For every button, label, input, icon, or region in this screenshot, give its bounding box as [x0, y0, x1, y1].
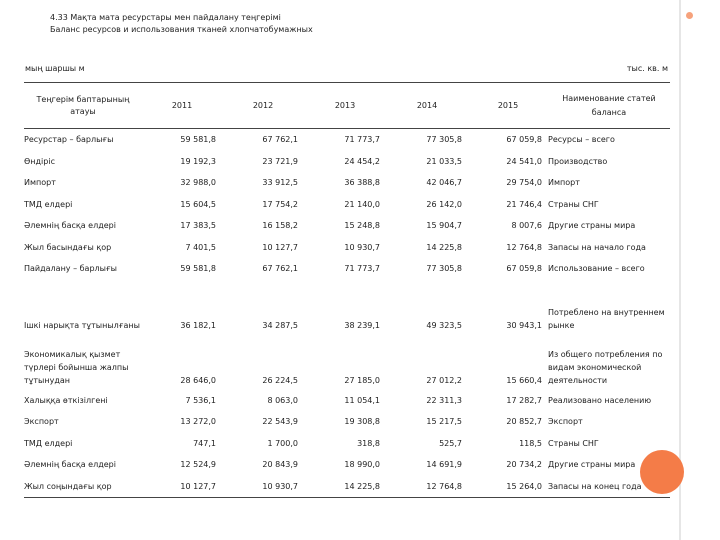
cell-value-2014: 12 764,8: [386, 476, 468, 498]
cell-value-2014: 14 225,8: [426, 242, 462, 252]
cell-value-2013: 24 454,2: [344, 156, 380, 166]
cell-value-2015: 17 282,7: [506, 395, 542, 405]
cell-value-2012: 1 700,0: [267, 438, 298, 448]
cell-value-2011: 13 272,0: [180, 417, 216, 427]
cell-value-2012: 10 930,7: [222, 476, 304, 498]
cell-value-2015: 12 764,8: [506, 242, 542, 252]
cell-value-2013: 27 185,0: [344, 375, 380, 385]
cell-value-2015: 21 746,4: [506, 199, 542, 209]
cell-value-2013: 71 773,7: [344, 135, 380, 145]
row-label-kz: Ішкі нарықта тұтынылғаны: [24, 320, 140, 330]
cell-value-2012: 22 543,9: [262, 417, 298, 427]
cell-value-2014: 15 217,5: [426, 417, 462, 427]
cell-value-2015: 20 734,2: [506, 460, 542, 470]
cell-value-2014: 77 305,8: [426, 135, 462, 145]
header-name-ru: Наименование статей баланса: [548, 83, 670, 129]
table-row: [24, 215, 670, 237]
cell-value-2011: 10 127,7: [142, 476, 222, 498]
cell-value-2011: 7 536,1: [185, 395, 216, 405]
cell-value-2015: 67 059,8: [506, 264, 542, 274]
decor-dot-small: [686, 12, 693, 19]
row-label-ru: Потреблено на внутреннем рынке: [548, 307, 665, 330]
cell-value-2015: 24 541,0: [506, 156, 542, 166]
cell-value-2011: 747,1: [193, 438, 216, 448]
cell-value-2013: 18 990,0: [344, 460, 380, 470]
cell-value-2012: 20 843,9: [262, 460, 298, 470]
cell-value-2011: 7 401,5: [185, 242, 216, 252]
cell-value-2014: 42 046,7: [426, 178, 462, 188]
unit-label-ru: тыс. кв. м: [626, 64, 668, 73]
header-year-2015: 2015: [468, 83, 548, 129]
cell-value-2012: 8 063,0: [267, 395, 298, 405]
cell-value-2011: 12 524,9: [180, 460, 216, 470]
table-row: [24, 172, 670, 194]
cell-value-2015: 67 059,8: [506, 135, 542, 145]
cell-value-2014: 77 305,8: [426, 264, 462, 274]
cell-value-2011: 28 646,0: [180, 375, 216, 385]
cell-value-2015: 20 852,7: [506, 417, 542, 427]
cell-value-2015: 15 264,0: [468, 476, 548, 498]
cell-value-2013: 10 930,7: [344, 242, 380, 252]
cell-value-2014: 525,7: [439, 438, 462, 448]
header-year-2013: 2013: [304, 83, 386, 129]
cell-value-2013: 21 140,0: [344, 199, 380, 209]
cell-value-2011: 17 383,5: [180, 221, 216, 231]
row-label-kz: Ресурстар – барлығы: [24, 135, 114, 145]
table-row: [24, 194, 670, 216]
cell-value-2012: 67 762,1: [262, 135, 298, 145]
cell-value-2013: 318,8: [357, 438, 380, 448]
table-row: [24, 129, 670, 151]
cell-value-2015: 8 007,6: [511, 221, 542, 231]
cell-value-2013: 38 239,1: [344, 320, 380, 330]
table-row: [24, 390, 670, 412]
cell-value-2012: 10 127,7: [262, 242, 298, 252]
cell-value-2015: 30 943,1: [506, 320, 542, 330]
cell-value-2015: 118,5: [519, 438, 542, 448]
cell-value-2012: 67 762,1: [262, 264, 298, 274]
table-row: [24, 151, 670, 173]
table-row: [24, 476, 670, 498]
balance-table: [24, 82, 670, 498]
cell-value-2013: 19 308,8: [344, 417, 380, 427]
cell-value-2012: 16 158,2: [262, 221, 298, 231]
cell-value-2012: 17 754,2: [262, 199, 298, 209]
row-label-kz: Импорт: [24, 178, 56, 188]
row-label-ru: Из общего потребления по видам экономической деятельности: [548, 349, 663, 385]
table-row: [24, 258, 670, 280]
cell-value-2014: 14 691,9: [426, 460, 462, 470]
unit-label-kz: мың шаршы м: [25, 64, 85, 73]
row-label-kz: Әлемнің басқа елдері: [24, 460, 116, 470]
row-label-ru: Использование – всего: [548, 264, 645, 274]
cell-value-2015: 29 754,0: [506, 178, 542, 188]
cell-value-2011: 36 182,1: [180, 320, 216, 330]
row-label-ru: Ресурсы – всего: [548, 135, 615, 145]
table-body: [24, 129, 670, 498]
row-label-ru: Запасы на конец года: [548, 476, 670, 498]
row-label-kz: Жыл соңындағы қор: [24, 476, 142, 498]
cell-value-2014: 27 012,2: [426, 375, 462, 385]
header-name-kz: Теңгерім баптарының атауы: [24, 83, 142, 129]
row-label-kz: Жыл басындағы қор: [24, 242, 112, 252]
row-label-kz: Халыққа өткізілгені: [24, 395, 108, 405]
header-year-2014: 2014: [386, 83, 468, 129]
cell-value-2014: 21 033,5: [426, 156, 462, 166]
cell-value-2011: 59 581,8: [180, 264, 216, 274]
cell-value-2013: 15 248,8: [344, 221, 380, 231]
header-year-2011: 2011: [142, 83, 222, 129]
cell-value-2015: 15 660,4: [506, 375, 542, 385]
cell-value-2013: 14 225,8: [304, 476, 386, 498]
cell-value-2011: 59 581,8: [180, 135, 216, 145]
header-year-2012: 2012: [222, 83, 304, 129]
row-label-kz: Экономикалық қызмет түрлері бойынша жалпы тұтынудан: [24, 349, 129, 385]
cell-value-2012: 26 224,5: [262, 375, 298, 385]
row-label-ru: Другие страны мира: [548, 221, 636, 231]
table-title-kz: 4.33 Мақта мата ресурстары мен пайдалану теңгерімі: [50, 13, 281, 22]
row-label-ru: Экспорт: [548, 417, 583, 427]
cell-value-2014: 49 323,5: [426, 320, 462, 330]
cell-value-2011: 15 604,5: [180, 199, 216, 209]
table-header-row: [24, 83, 670, 129]
row-label-ru: Страны СНГ: [548, 438, 599, 448]
row-label-kz: Пайдалану – барлығы: [24, 264, 117, 274]
cell-value-2011: 32 988,0: [180, 178, 216, 188]
row-label-ru: Импорт: [548, 178, 580, 188]
row-label-kz: Өндіріс: [24, 156, 55, 166]
cell-value-2013: 36 388,8: [344, 178, 380, 188]
cell-value-2014: 22 311,3: [426, 395, 462, 405]
row-label-ru: Производство: [548, 156, 608, 166]
table-row: [24, 237, 670, 259]
table-title-ru: Баланс ресурсов и использования тканей хлопчатобумажных: [50, 25, 313, 34]
row-label-kz: ТМД елдері: [24, 199, 73, 209]
row-label-kz: Экспорт: [24, 417, 59, 427]
cell-value-2011: 19 192,3: [180, 156, 216, 166]
row-label-ru: Реализовано населению: [548, 395, 652, 405]
cell-value-2014: 26 142,0: [426, 199, 462, 209]
row-label-kz: ТМД елдері: [24, 438, 73, 448]
cell-value-2012: 33 912,5: [262, 178, 298, 188]
table-row: [24, 411, 670, 433]
cell-value-2014: 15 904,7: [426, 221, 462, 231]
row-label-ru: Запасы на начало года: [548, 242, 646, 252]
row-label-kz: Әлемнің басқа елдері: [24, 221, 116, 231]
table-row: [24, 335, 670, 390]
table-row: [24, 454, 670, 476]
table-row: [24, 433, 670, 455]
cell-value-2013: 71 773,7: [344, 264, 380, 274]
cell-value-2012: 34 287,5: [262, 320, 298, 330]
table-row: [24, 280, 670, 335]
row-label-ru: Другие страны мира: [548, 460, 636, 470]
cell-value-2012: 23 721,9: [262, 156, 298, 166]
cell-value-2013: 11 054,1: [344, 395, 380, 405]
row-label-ru: Страны СНГ: [548, 199, 599, 209]
